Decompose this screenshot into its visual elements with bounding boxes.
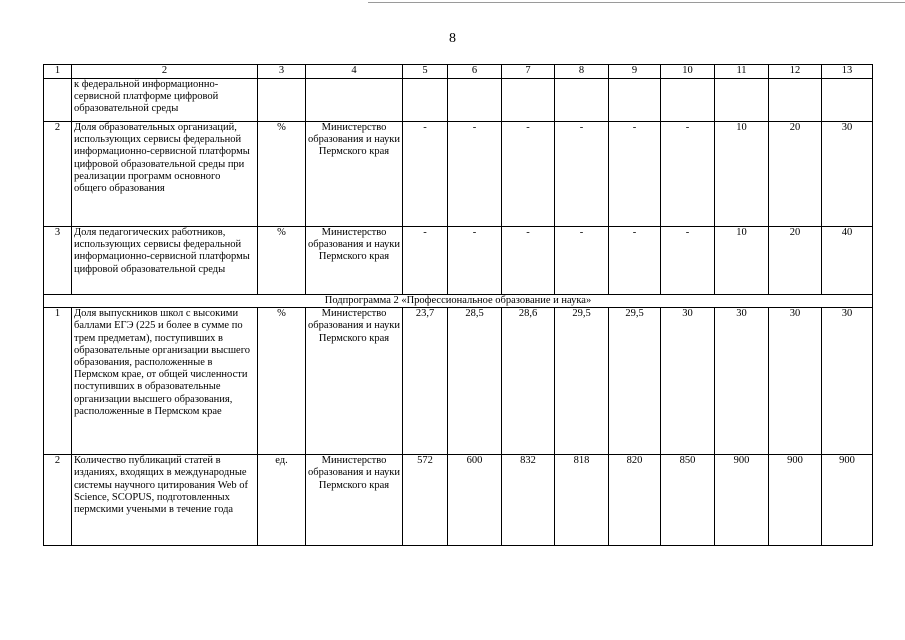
value-cell: 20 [769,227,822,295]
page-number: 8 [449,31,456,46]
value-cell: - [609,122,661,227]
column-number-cell: 7 [502,65,555,79]
column-number-cell: 2 [72,65,258,79]
responsible-org [306,79,403,122]
value-cell [403,79,448,122]
value-cell: - [661,227,715,295]
value-cell: 30 [822,122,873,227]
value-cell: 28,5 [448,308,502,455]
value-cell: 30 [769,308,822,455]
value-cell [769,79,822,122]
value-cell: 10 [715,227,769,295]
value-cell: - [555,227,609,295]
column-number-cell: 10 [661,65,715,79]
row-index [44,79,72,122]
value-cell: 20 [769,122,822,227]
row-index: 2 [44,455,72,546]
value-cell: - [661,122,715,227]
value-cell: 30 [661,308,715,455]
column-number-cell: 1 [44,65,72,79]
value-cell: 832 [502,455,555,546]
value-cell: 10 [715,122,769,227]
indicator-name: Доля выпускников школ с высокими баллами ЕГЭ (225 и более в сумме по трем предметам), поступивших в образовательные организации высшего образования, расположенные в Пермском крае, от общей численности поступивших в образовательные организации высшего образования, расположенные в Пермском крае [72,308,258,455]
value-cell: 900 [715,455,769,546]
value-cell [502,79,555,122]
value-cell: 820 [609,455,661,546]
column-number-row [44,65,873,79]
row-index: 3 [44,227,72,295]
table-row [44,227,873,295]
value-cell: - [502,122,555,227]
table-row [44,308,873,455]
value-cell: 23,7 [403,308,448,455]
value-cell: 28,6 [502,308,555,455]
value-cell: 30 [715,308,769,455]
responsible-org: Министерство образования и науки Пермского края [306,308,403,455]
unit-cell: % [258,122,306,227]
top-rule [368,2,905,3]
column-number-cell: 3 [258,65,306,79]
unit-cell [258,79,306,122]
value-cell: 600 [448,455,502,546]
value-cell [555,79,609,122]
value-cell [715,79,769,122]
section-row [44,295,873,308]
value-cell: 29,5 [555,308,609,455]
column-number-cell: 8 [555,65,609,79]
value-cell: - [448,227,502,295]
unit-cell: % [258,308,306,455]
indicator-name: Количество публикаций статей в изданиях, входящих в международные системы научного цитирования Web of Science, SCOPUS, подготовленных пермскими учеными в течение года [72,455,258,546]
value-cell [661,79,715,122]
indicators-table [43,64,873,546]
value-cell [448,79,502,122]
column-number-cell: 5 [403,65,448,79]
value-cell: 40 [822,227,873,295]
section-title: Подпрограмма 2 «Профессиональное образование и наука» [44,295,873,308]
value-cell: - [609,227,661,295]
unit-cell: ед. [258,455,306,546]
column-number-cell: 11 [715,65,769,79]
value-cell: 572 [403,455,448,546]
column-number-cell: 13 [822,65,873,79]
value-cell [822,79,873,122]
table-row [44,79,873,122]
value-cell: 30 [822,308,873,455]
value-cell: - [403,122,448,227]
table-row [44,122,873,227]
responsible-org: Министерство образования и науки Пермского края [306,227,403,295]
column-number-cell: 9 [609,65,661,79]
column-number-cell: 12 [769,65,822,79]
indicator-name: к федеральной информационно-сервисной платформе цифровой образовательной среды [72,79,258,122]
value-cell: 900 [822,455,873,546]
row-index: 1 [44,308,72,455]
indicator-name: Доля образовательных организаций, использующих сервисы федеральной информационно-сервисной платформы цифровой образовательной среды при реализации программ основного общего образования [72,122,258,227]
value-cell: 818 [555,455,609,546]
value-cell: - [448,122,502,227]
unit-cell: % [258,227,306,295]
column-number-cell: 4 [306,65,403,79]
value-cell: 850 [661,455,715,546]
indicator-name: Доля педагогических работников, использующих сервисы федеральной информационно-сервисной платформы цифровой образовательной среды [72,227,258,295]
row-index: 2 [44,122,72,227]
value-cell: - [502,227,555,295]
value-cell: 29,5 [609,308,661,455]
responsible-org: Министерство образования и науки Пермского края [306,455,403,546]
table-row [44,455,873,546]
value-cell: - [403,227,448,295]
column-number-cell: 6 [448,65,502,79]
value-cell: - [555,122,609,227]
responsible-org: Министерство образования и науки Пермского края [306,122,403,227]
value-cell: 900 [769,455,822,546]
value-cell [609,79,661,122]
